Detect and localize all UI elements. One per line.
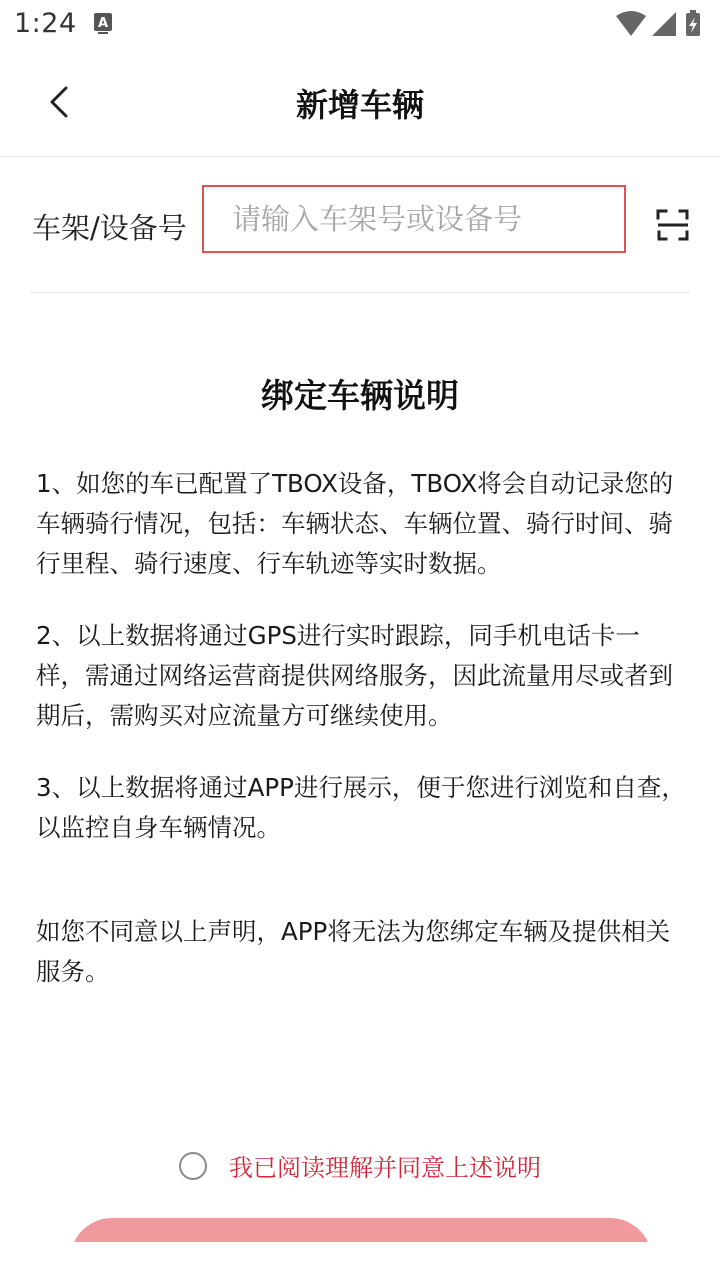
- vin-input-box: [202, 185, 626, 253]
- agreement-toggle[interactable]: [179, 1148, 541, 1183]
- disclaimer-paragraph: 如您不同意以上声明，APP将无法为您绑定车辆及提供相关服务。: [36, 917, 671, 986]
- vin-label: 车架/设备号: [32, 211, 187, 245]
- page-title: 新增车辆: [295, 86, 424, 124]
- status-time: 1:24: [14, 8, 77, 39]
- vin-input-row: [30, 160, 690, 293]
- svg-text:A: A: [97, 16, 109, 31]
- vin-input[interactable]: [204, 187, 624, 251]
- title-bar: [0, 50, 720, 157]
- wifi-icon: [616, 11, 646, 36]
- bottom-edge: [0, 1242, 720, 1280]
- explanation-paragraph: 3、以上数据将通过APP进行展示，便于您进行浏览和自查，以监控自身车辆情况。: [36, 773, 686, 842]
- explanation-paragraph: 1、如您的车已配置了TBOX设备，TBOX将会自动记录您的车辆骑行情况，包括：车辆状态、车辆位置、骑行时间、骑行里程、骑行速度、行车轨迹等实时数据。: [36, 469, 674, 578]
- a-letter-notification-icon: [93, 12, 113, 34]
- scan-button[interactable]: [656, 208, 690, 242]
- scan-icon: [656, 208, 690, 242]
- agreement-radio[interactable]: [179, 1152, 207, 1180]
- explanation-paragraph: 2、以上数据将通过GPS进行实时跟踪，同手机电话卡一样，需通过网络运营商提供网络服务，因此流量用尽或者到期后，需购买对应流量方可继续使用。: [36, 621, 673, 730]
- agreement-row: [0, 1148, 720, 1188]
- status-bar: [0, 0, 720, 50]
- status-icons: [616, 10, 706, 38]
- battery-charging-icon: [686, 10, 700, 36]
- agreement-text[interactable]: 我已阅读理解并同意上述说明: [229, 1154, 541, 1182]
- cell-signal-icon: [652, 12, 676, 36]
- explanation-title: 绑定车辆说明: [261, 376, 459, 415]
